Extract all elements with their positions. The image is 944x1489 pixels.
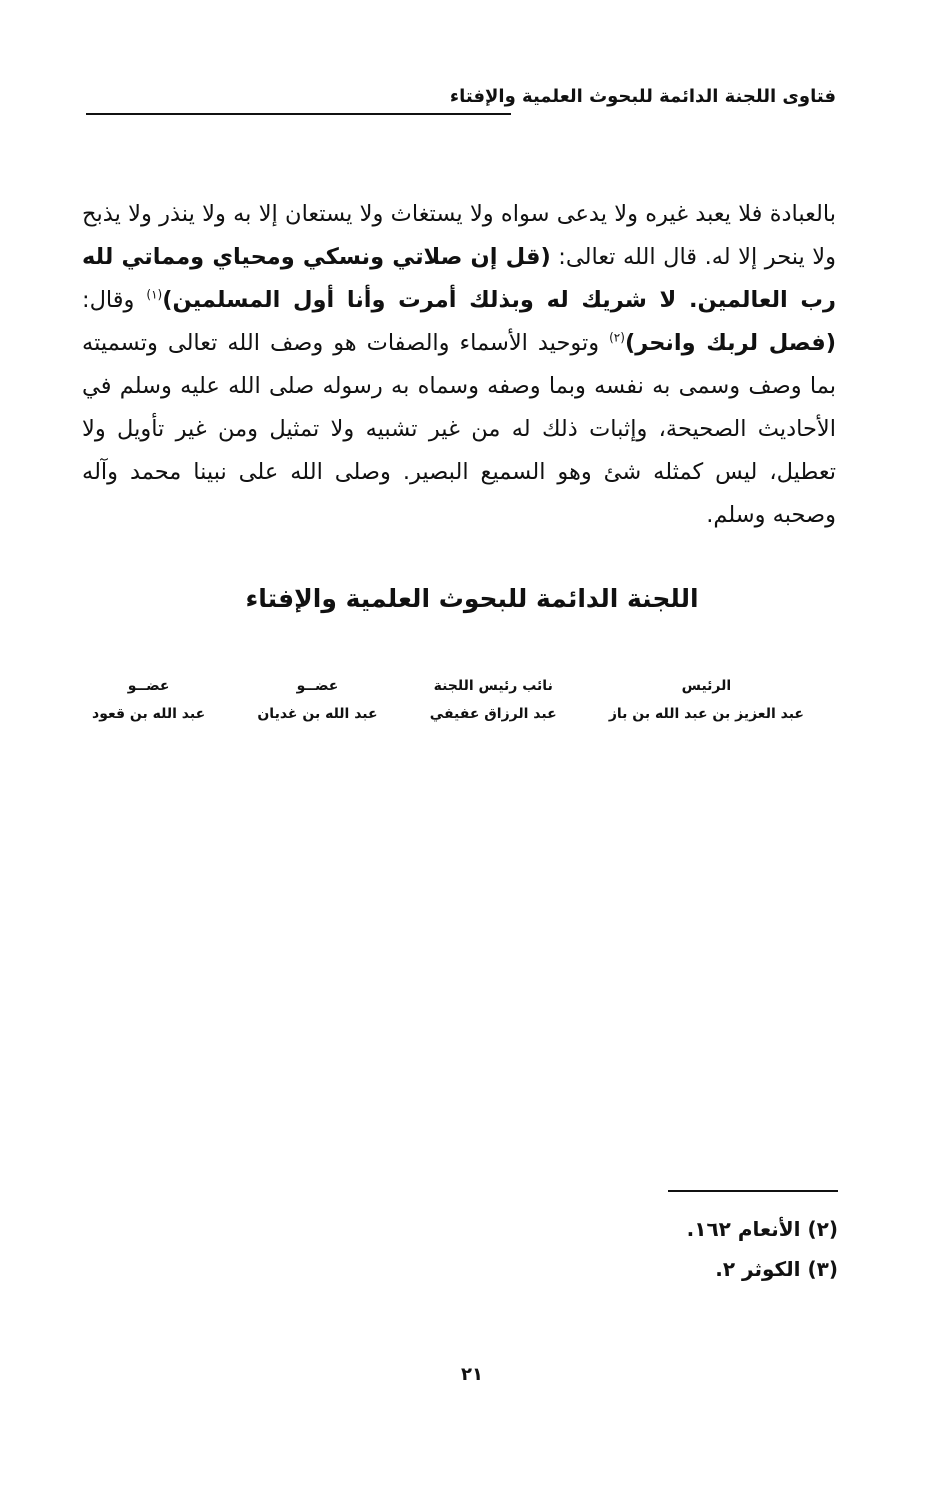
signatory-role: الرئيس [681,678,732,694]
footnote-separator [668,1190,838,1192]
signatory-name: عبد الرزاق عفيفي [429,706,557,722]
signatory-member-2 [257,672,377,728]
footnotes [687,1209,838,1289]
committee-title: اللجنة الدائمة للبحوث العلمية والإفتاء [245,584,699,613]
running-header-title: فتاوى اللجنة الدائمة للبحوث العلمية والإفتاء [449,86,836,107]
body-text-part-3: وتوحيد الأسماء والصفات هو وصف الله تعالى وتسميته بما وصف وسمى به نفسه وبما وصفه وسماه به رسوله صلى الله عليه وسلم في الأحاديث الصحيحة، وإثبات ذلك له من غير تشبيه ولا تمثيل ومن غير تأويل ولا تعطيل، ليس كمثله شئ وهو السميع البصير. وصلى الله على نبينا محمد وآله وصحبه وسلم. [82,330,836,528]
footnote-item: (٢) الأنعام ١٦٢. [686,1217,838,1241]
page-header [86,86,836,120]
quran-quote-2: (فصل لربك وانحر) [624,330,836,356]
signatory-name: عبد الله بن غديان [257,706,378,722]
signatory-role: عضــو [296,678,339,694]
fatwa-body-text [82,193,836,537]
footnote-ref-2: (٢) [609,330,625,345]
footnote-item: (٣) الكوثر ٢. [715,1257,838,1281]
signatory-chairman [609,672,804,728]
signatory-name: عبد الله بن قعود [92,706,206,722]
body-text-part-2: وقال: [82,287,147,313]
page-number: ٢١ [461,1364,483,1385]
signatory-role: عضــو [127,678,170,694]
signatories-row [92,672,804,728]
signatory-vice-chairman [430,672,557,728]
quran-quote-1: (قل إن صلاتي ونسكي ومحياي ومماتي لله رب العالمين. لا شريك له وبذلك أمرت وأنا أول المسلمين) [82,244,836,313]
header-rule [86,113,511,115]
signatory-member-1 [92,672,205,728]
body-text-part-1: بالعبادة فلا يعبد غيره ولا يدعى سواه ولا يستغاث ولا يستعان إلا به ولا ينذر ولا يذبح ولا ينحر إلا له. قال الله تعالى: [82,201,836,270]
footnote-ref-1: (١) [146,287,163,302]
signatory-name: عبد العزيز بن عبد الله بن باز [608,706,804,722]
signatory-role: نائب رئيس اللجنة [433,678,553,694]
